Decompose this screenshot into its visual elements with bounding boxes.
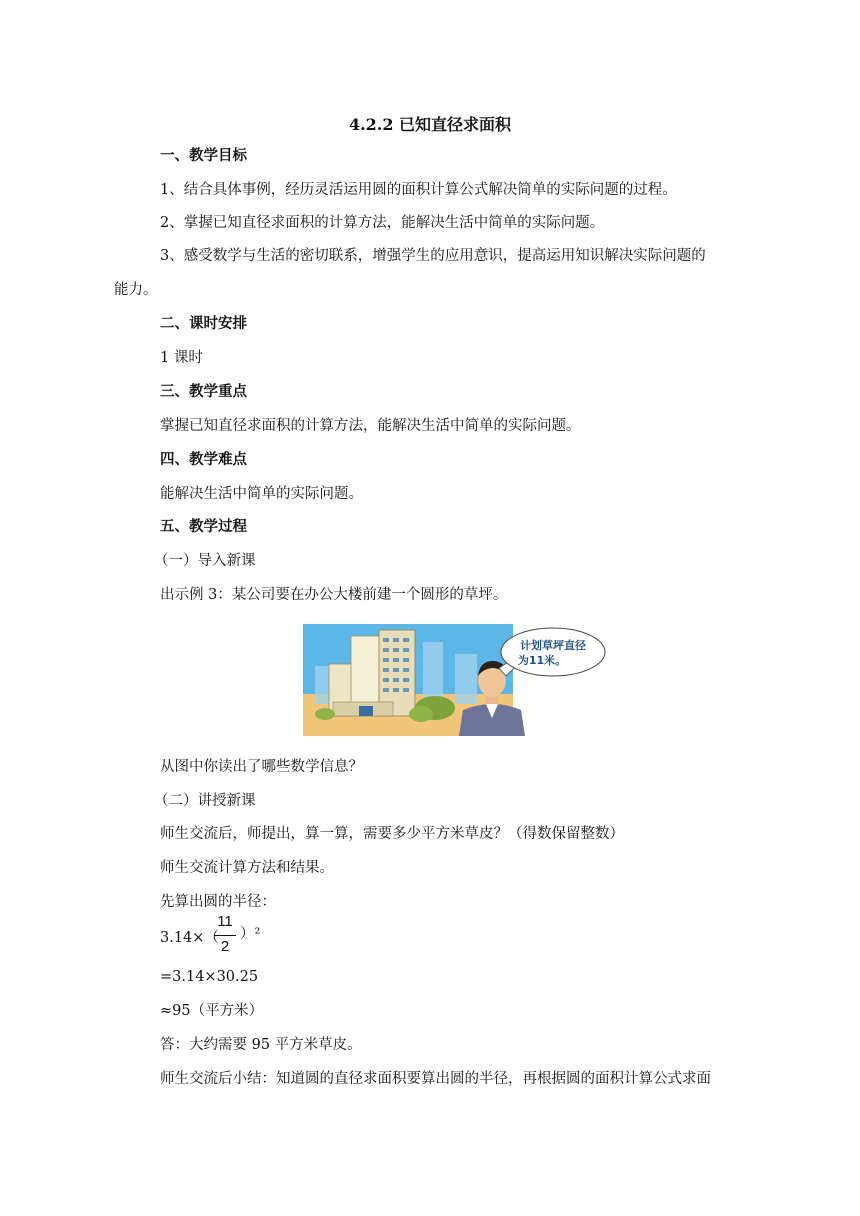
section-heading-objectives: 一、教学目标 bbox=[160, 147, 247, 164]
calc-prefix: 3.14×（ bbox=[160, 930, 219, 946]
paragraph-1: 师生交流后，师提出，算一算，需要多少平方米草皮？（得数保留整数） bbox=[160, 826, 624, 842]
section-heading-difficulties: 四、教学难点 bbox=[160, 451, 247, 468]
fraction-numerator: 11 bbox=[217, 913, 233, 930]
answer-text: 答：大约需要 95 平方米草皮。 bbox=[160, 1037, 362, 1053]
key-points-text: 掌握已知直径求面积的计算方法，能解决生活中简单的实际问题。 bbox=[160, 418, 581, 434]
paragraph-3: 先算出圆的半径： bbox=[160, 894, 276, 910]
objective-item-3-continued: 能力。 bbox=[114, 282, 158, 298]
objective-item-2: 2、掌握已知直径求面积的计算方法，能解决生活中简单的实际问题。 bbox=[160, 215, 605, 231]
speech-text-line2: 为11米。 bbox=[517, 654, 567, 667]
section-heading-schedule: 二、课时安排 bbox=[160, 315, 247, 332]
schedule-text: 1 课时 bbox=[160, 350, 203, 366]
calc-fraction bbox=[212, 913, 238, 959]
objective-item-3: 3、感受数学与生活的密切联系，增强学生的应用意识，提高运用知识解决实际问题的 bbox=[160, 248, 706, 264]
fraction-denominator: 2 bbox=[220, 938, 230, 955]
calc-line-2: =3.14×30.25 bbox=[160, 969, 259, 985]
question-text: 从图中你读出了哪些数学信息？ bbox=[160, 759, 363, 775]
speech-text-line1: 计划草坪直径 bbox=[520, 639, 586, 652]
paragraph-2: 师生交流计算方法和结果。 bbox=[160, 860, 334, 876]
speech-bubble bbox=[501, 628, 605, 676]
fraction-bar bbox=[214, 935, 236, 936]
page-title: 4.2.2 已知直径求面积 bbox=[348, 115, 512, 134]
calc-line-3: ≈95（平方米） bbox=[160, 1003, 264, 1019]
objective-item-1: 1、结合具体事例，经历灵活运用圆的面积计算公式解决简单的实际问题的过程。 bbox=[160, 182, 677, 198]
summary-text: 师生交流后小结：知道圆的直径求面积要算出圆的半径，再根据圆的面积计算公式求面 bbox=[160, 1071, 711, 1087]
section-heading-key-points: 三、教学重点 bbox=[160, 383, 247, 400]
difficulties-text: 能解决生活中简单的实际问题。 bbox=[160, 486, 363, 502]
example-text: 出示例 3：某公司要在办公大楼前建一个圆形的草坪。 bbox=[160, 587, 508, 603]
calc-suffix: ）² bbox=[240, 926, 261, 942]
section-heading-process: 五、教学过程 bbox=[160, 518, 247, 535]
subsection-intro: （一）导入新课 bbox=[154, 553, 256, 569]
subsection-new-lesson: （二）讲授新课 bbox=[154, 793, 256, 809]
illustration-building-and-man bbox=[303, 624, 609, 736]
